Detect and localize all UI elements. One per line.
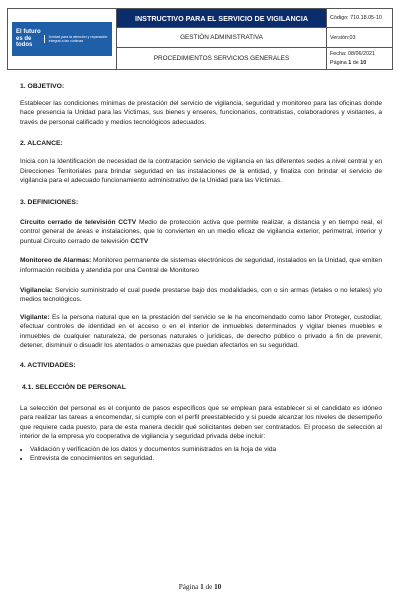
definition-cctv: Circuito cerrado de televisión CCTV Medio de protección activa que permite realizar, a distancia y en tiempo real, el control general de áreas e instalaciones, que lo convierten en un medio eficaz de vigilancia exterior, perimetral, interior y puntual Circuito cerrado de televisión CCTV xyxy=(20,218,382,245)
logo-sub-text: Unidad para la atención y reparación integral a las víctimas xyxy=(44,35,108,43)
section-actividades-title: 4. ACTIVIDADES: xyxy=(20,361,76,369)
seleccion-list xyxy=(20,445,382,464)
definition-vigilancia: Vigilancia: Servicio suministrado el cual puede prestarse bajo dos modalidades, con o sin armas (letales o no letales) y/o medios tecnológicos. xyxy=(20,286,382,304)
section-seleccion-title: 4.1. SELECCIÓN DE PERSONAL xyxy=(22,383,126,391)
section-seleccion-text: La selección del personal es el conjunto de pasos específicos que se emplean para establecer si el candidato es idóneo para realizar las tareas a encomendar, si cumple con el perfil preestablecido y si puede alcanzar los niveles de desempeño que requiere cada puesto, para de esta manera decidir qué solicitantes deben ser contratados. El proceso de selección al interior de la empresa y/o cooperativa de vigilancia y seguridad privada debe incluir: xyxy=(20,404,382,441)
logo-main-text: El futuro es de todos xyxy=(16,29,41,49)
section-alcance-text: Inicia con la Identificación de necesidad de la contratación servicio de vigilancia en las diferentes sedes a nivel central y en Direcciones Territoriales para brindar seguridad en las instalaciones de la entidad, y finaliza con brindar el servicio de vigilancia para el adecuado funcionamiento administrativo de la Unidad para las Víctimas. xyxy=(20,158,382,185)
list-item: • Validación y verificación de los datos y documentos suministrados en la hoja de vida xyxy=(30,445,382,455)
process-name: GESTIÓN ADMINISTRATIVA xyxy=(117,28,327,48)
section-definiciones-title: 3. DEFINICIONES: xyxy=(20,198,79,206)
page-footer: Página 1 de 10 xyxy=(178,583,222,591)
section-objetivo-title: 1. OBJETIVO: xyxy=(20,83,65,90)
document-body xyxy=(20,82,382,464)
list-item: • Entrevista de conocimientos en seguridad. xyxy=(30,454,382,464)
header-page-number: Página 1 de 10 xyxy=(330,59,367,66)
procedure-name: PROCEDIMIENTOS SERVICIOS GENERALES xyxy=(117,48,327,70)
document-version: Versión:03 xyxy=(327,28,393,48)
definition-monitoreo: Monitoreo de Alarmas: Monitoreo permanente de sistemas electrónicos de seguridad, instalados en la Unidad, que emiten información recibida y atendida por una Central de Monitoreo xyxy=(20,257,382,274)
document-date: Fecha: 08/06/2021 xyxy=(330,51,375,58)
logo xyxy=(8,9,116,69)
document-code: Código: 710.18.05-10 xyxy=(327,9,393,28)
section-objetivo-text: Establecer las condiciones mínimas de prestación del servicio de vigilancia, seguridad y monitoreo para las oficinas donde hace presencia la Unidad para las Víctimas, sus bienes y enseres, funcionarios, contratistas, colaboradores y visitantes, a través de personal calificado y medios tecnológicos adecuados. xyxy=(20,99,382,126)
date-page-cell xyxy=(327,48,393,70)
definition-vigilante: Vigilante: Es la persona natural que en la prestación del servicio se le ha encomendado como labor Proteger, custodiar, efectuar controles de identidad en el acceso o en el interior de inmuebles determinados y vigilar bienes muebles e inmuebles de cualquier naturaleza, de personas naturales o jurídicas, de derecho público o privado a fin de prevenir, detener, disminuir o disuadir los atentados o amenazas que puedan afectarlos en su seguridad. xyxy=(20,313,382,350)
document-header xyxy=(7,8,393,70)
document-title: INSTRUCTIVO PARA EL SERVICIO DE VIGILANCIA xyxy=(117,9,327,28)
section-alcance-title: 2. ALCANCE: xyxy=(20,140,63,148)
logo-cell xyxy=(8,9,117,70)
